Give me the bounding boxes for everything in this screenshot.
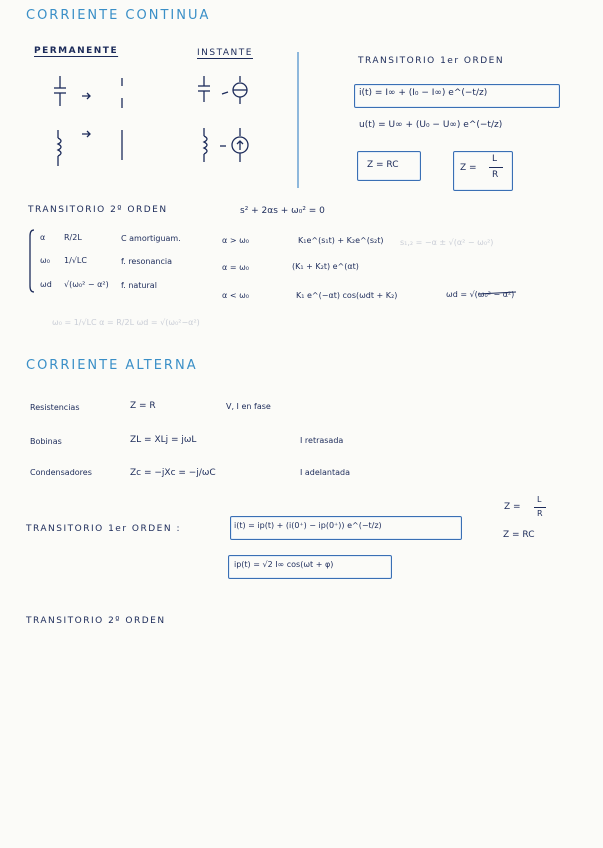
def-note-2: f. natural [121,281,157,290]
alt-z-lr-left: Z = [504,502,521,512]
def-lhs-0: α [40,233,46,242]
def-rhs-2: √(ω₀² − α²) [64,280,109,289]
alt-row-expr-2: Zc = −jXc = −j/ωC [130,468,216,478]
section-title-alterna: CORRIENTE ALTERNA [26,358,198,373]
formula-z-lr-den: R [492,170,499,180]
formula-i-continua: i(t) = I∞ + (I₀ − I∞) e^(−t/z) [359,88,488,98]
label-transitorio2-alterna: TRANSITORIO 2º ORDEN [26,616,166,626]
fraction-bar [489,167,503,168]
def-note-0: C amortiguam. [121,234,181,243]
char-polynomial: s² + 2αs + ω₀² = 0 [240,206,325,216]
def-rhs-1: 1/√LC [64,256,87,265]
alt-row-expr-1: ZL = XLj = jωL [130,435,197,445]
formula-ip: ip(t) = √2 I∞ cos(ωt + φ) [234,560,334,569]
case-cond-2: α < ω₀ [222,291,249,300]
faint-note-1: ω₀ = 1/√LC α = R/2L ωd = √(ω₀²−α²) [52,318,200,327]
label-transitorio1-alterna: TRANSITORIO 1er ORDEN : [26,524,181,534]
label-permanente: PERMANENTE [34,46,119,56]
alt-z-lr-den: R [537,509,543,518]
alt-fraction-bar [534,507,546,508]
label-transitorio1-continua: TRANSITORIO 1er ORDEN [358,56,505,66]
formula-z-rc: Z = RC [367,160,399,170]
def-lhs-2: ωd [40,280,52,289]
formula-z-lr-left: Z = [460,163,477,173]
case-cond-0: α > ω₀ [222,236,249,245]
alt-row-note-2: I adelantada [300,468,351,477]
case-sol-2: K₁ e^(−αt) cos(ωdt + K₂) [296,291,398,300]
def-note-1: f. resonancia [121,257,172,266]
def-rhs-0: R/2L [64,233,82,242]
formula-i-alterna: i(t) = ip(t) + (i(0⁺) − ip(0⁺)) e^(−t/z) [234,521,382,530]
def-lhs-1: ω₀ [40,256,50,265]
formula-z-lr-num: L [492,154,498,164]
case-cond-1: α = ω₀ [222,263,249,272]
faint-note-0: s₁,₂ = −α ± √(α² − ω₀²) [400,238,494,247]
alt-row-note-1: I retrasada [300,436,344,445]
alt-row-name-2: Condensadores [30,468,92,477]
case-sol-1: (K₁ + K₂t) e^(αt) [292,262,359,271]
section-title-continua: CORRIENTE CONTINUA [26,8,211,23]
label-instante: INSTANTE [197,48,253,58]
alt-z-rc: Z = RC [503,530,535,540]
formula-u-continua: u(t) = U∞ + (U₀ − U∞) e^(−t/z) [359,120,503,130]
alt-z-lr-num: L [537,495,542,504]
alt-row-note-0: V, I en fase [226,402,271,411]
label-transitorio2-continua: TRANSITORIO 2º ORDEN [28,205,168,215]
alt-row-name-0: Resistencias [30,403,80,412]
alt-row-name-1: Bobinas [30,437,62,446]
alt-row-expr-0: Z = R [130,401,156,411]
case-sol-0: K₁e^(s₁t) + K₂e^(s₂t) [298,236,384,245]
case-extra: ωd = √(ω₀² − α²) [446,290,515,299]
